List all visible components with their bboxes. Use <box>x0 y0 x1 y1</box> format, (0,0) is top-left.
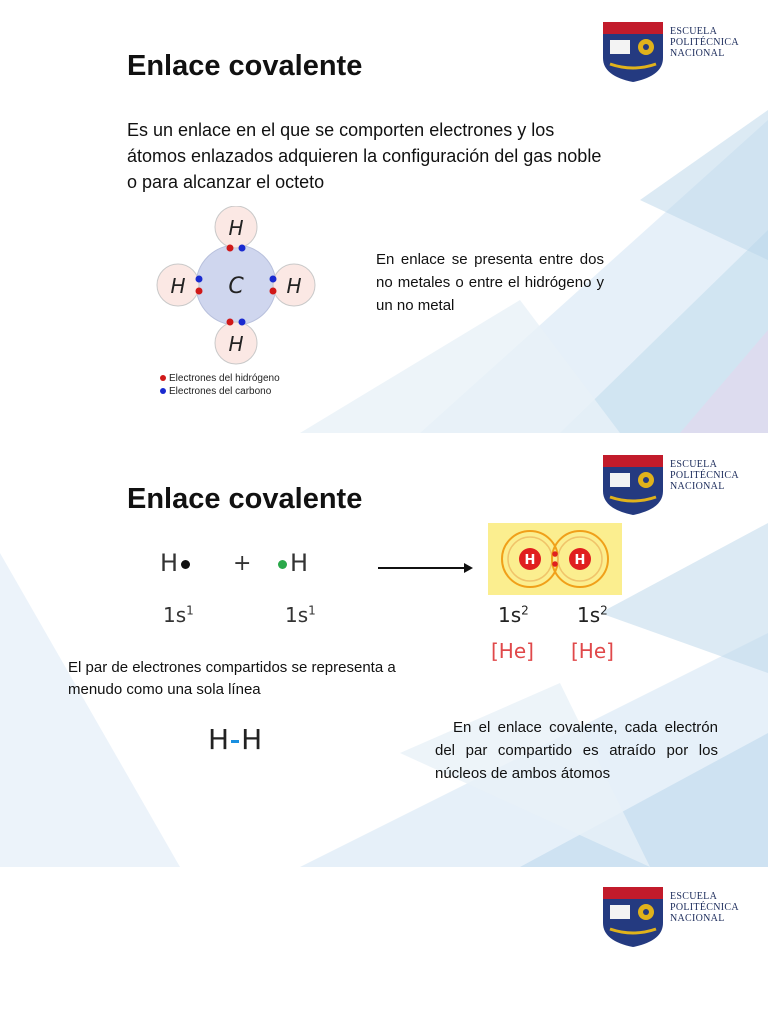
diagram-legend <box>160 372 280 398</box>
electron-h <box>227 245 234 252</box>
logo-line-1: ESCUELA <box>670 891 718 902</box>
h2-molecule-diagram <box>488 523 622 595</box>
h-label-right: H <box>286 274 302 298</box>
nucleus-label-left: H <box>524 553 536 568</box>
h-label-bottom: H <box>228 332 244 356</box>
logo-line-1: ESCUELA <box>670 26 718 37</box>
epn-logo <box>600 453 750 523</box>
legend-carbon: Electrones del carbono <box>160 385 280 398</box>
covalent-paragraph: En el enlace covalente, cada electrón del par compartido es atraído por los núcleos de ambos átomos <box>435 719 718 782</box>
h-label-left: H <box>170 274 186 298</box>
product-config-2: $1s^2$ <box>577 603 608 627</box>
title-text: Enlace covalente <box>127 50 363 82</box>
electron-h <box>227 319 234 326</box>
title-text: Enlace covalente <box>127 483 363 515</box>
logo-line-2: POLITÉCNICA <box>670 902 739 913</box>
epn-logo <box>600 885 750 955</box>
shield-icon <box>600 885 666 949</box>
electron-c <box>196 276 203 283</box>
shield-icon <box>600 453 666 517</box>
bond-line <box>231 740 239 743</box>
electron-c <box>239 245 246 252</box>
intro-paragraph: Es un enlace en el que se comporten electrones y los átomos enlazados adquieren la configuración del gas noble o para alcanzar el octeto <box>127 120 602 192</box>
slide-3 <box>0 867 768 1024</box>
hydrogen-atom-1: H <box>160 549 190 577</box>
electron-dot <box>278 560 287 569</box>
legend-hydrogen: Electrones del hidrógeno <box>160 372 280 385</box>
logo-line-3: NACIONAL <box>670 481 725 492</box>
electron-h <box>196 288 203 295</box>
hydrogen-atom-2: H <box>278 549 308 577</box>
logo-line-1: ESCUELA <box>670 459 718 470</box>
slide-title <box>127 50 362 83</box>
shield-icon <box>600 20 666 84</box>
carbon-label: C <box>228 274 244 299</box>
logo-line-3: NACIONAL <box>670 48 725 59</box>
plus-sign: + <box>233 551 252 576</box>
logo-line-2: POLITÉCNICA <box>670 470 739 481</box>
noble-gas-config-2: [He] <box>571 639 614 663</box>
config-2: $1s^1$ <box>285 603 316 627</box>
logo-line-3: NACIONAL <box>670 913 725 924</box>
side-paragraph: En enlace se presenta entre dos no metales o entre el hidrógeno y un no metal <box>376 251 604 314</box>
config-1: $1s^1$ <box>163 603 194 627</box>
h-h-single-bond: H H <box>208 723 263 756</box>
h-label-top: H <box>228 216 244 240</box>
nucleus-label-right: H <box>574 553 586 568</box>
methane-lewis-diagram <box>153 206 323 366</box>
slide-title <box>127 483 362 516</box>
reaction-arrow <box>378 561 474 575</box>
epn-logo <box>600 20 750 90</box>
slide-1 <box>0 0 768 433</box>
electron-c <box>239 319 246 326</box>
product-config-1: $1s^2$ <box>498 603 529 627</box>
pair-paragraph: El par de electrones compartidos se representa a menudo como una sola línea <box>68 659 396 698</box>
logo-line-2: POLITÉCNICA <box>670 37 739 48</box>
slide-2 <box>0 433 768 867</box>
noble-gas-config-1: [He] <box>491 639 534 663</box>
electron-dot <box>181 560 190 569</box>
electron-c <box>270 276 277 283</box>
electron-h <box>270 288 277 295</box>
